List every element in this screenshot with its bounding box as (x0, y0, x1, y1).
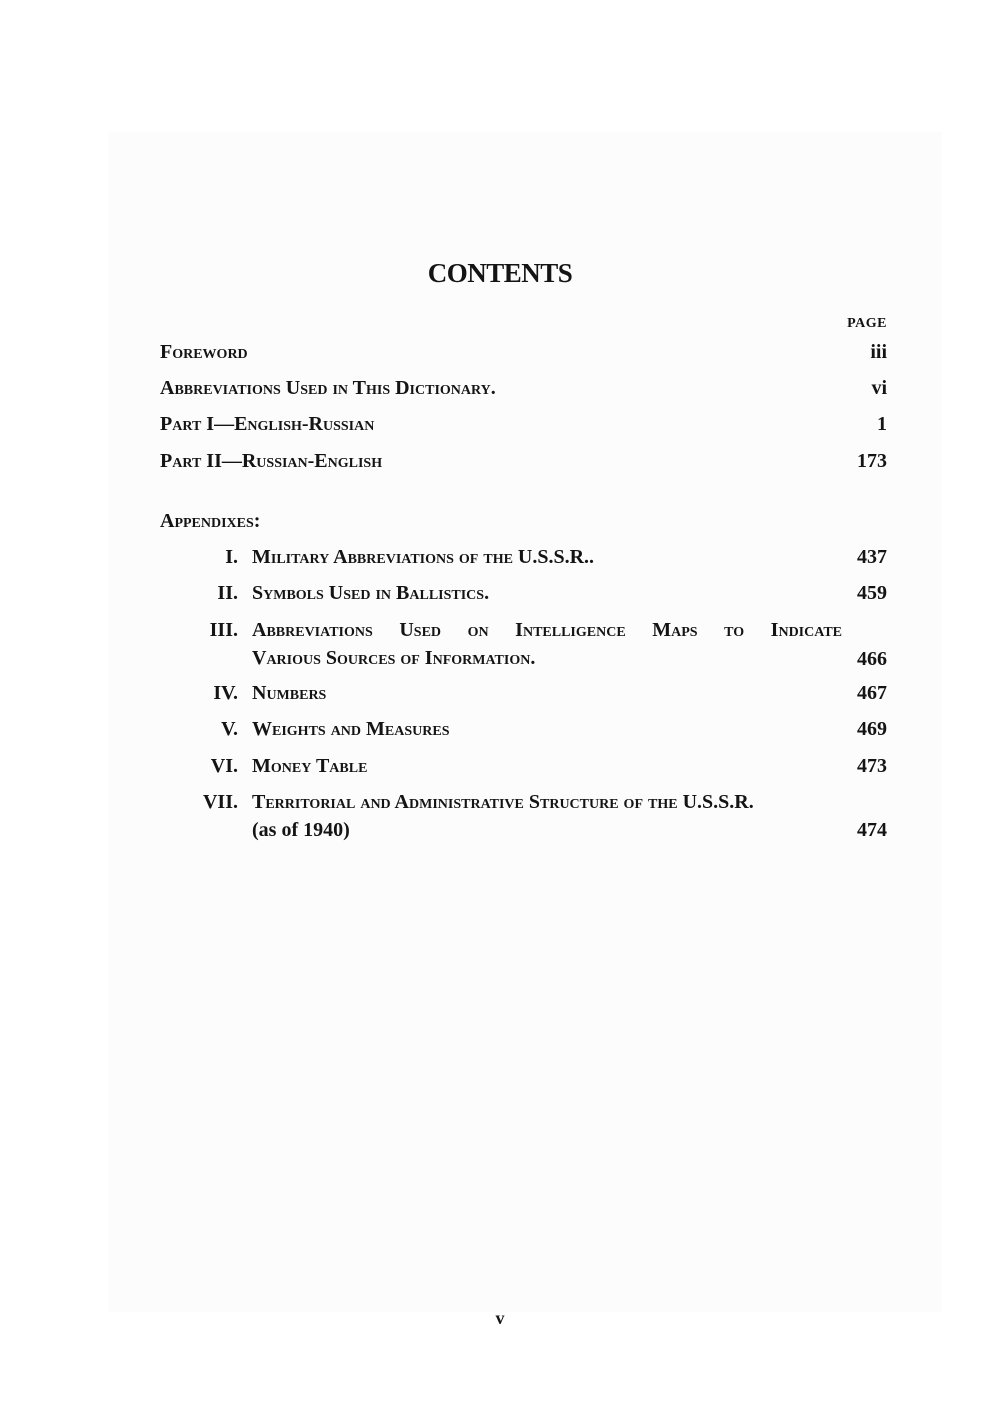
toc-page-part-1: 1 (877, 413, 887, 435)
appendixes-heading: Appendixes: (160, 510, 261, 532)
toc-page-abbreviations: vi (871, 377, 887, 399)
toc-page-part-2: 173 (857, 450, 887, 472)
appendix-page: 466 (857, 648, 887, 670)
appendix-page: 474 (857, 819, 887, 841)
appendix-page: 469 (857, 718, 887, 740)
page-column-heading: PAGE (847, 316, 887, 331)
appendix-numeral: V. (221, 718, 238, 740)
toc-page-foreword: iii (870, 341, 887, 363)
appendix-title: Military Abbreviations of the U.S.S.R.. (252, 546, 595, 568)
appendix-numeral: VII. (202, 791, 238, 813)
appendix-numeral: III. (209, 619, 238, 641)
page-folio: v (495, 1308, 505, 1328)
appendix-title: Money Table (252, 755, 368, 777)
appendix-title-continuation: (as of 1940) (252, 819, 350, 841)
appendix-numeral: I. (225, 546, 238, 568)
toc-entry-abbreviations: Abbreviations Used in This Dictionary. (160, 377, 496, 399)
toc-entry-foreword: Foreword (160, 341, 248, 363)
appendix-page: 459 (857, 582, 887, 604)
appendix-title: Territorial and Administrative Structure of the U.S.S.R. (252, 791, 754, 813)
appendix-title: Weights and Measures (252, 718, 450, 740)
toc-entry-part-2: Part II—Russian-English (160, 450, 383, 472)
appendix-title: Numbers (252, 682, 327, 704)
appendix-page: 467 (857, 682, 887, 704)
appendix-page: 437 (857, 546, 887, 568)
appendix-numeral: VI. (210, 755, 238, 777)
appendix-page: 473 (857, 755, 887, 777)
appendix-title: Symbols Used in Ballistics. (252, 582, 490, 604)
appendix-title: Abbreviations Used on Intelligence Maps to Indicate (252, 619, 842, 641)
toc-entry-part-1: Part I—English-Russian (160, 413, 375, 435)
page-title: CONTENTS (427, 258, 573, 288)
appendix-numeral: IV. (213, 682, 238, 704)
appendix-numeral: II. (217, 582, 238, 604)
appendix-title-continuation: Various Sources of Information. (252, 647, 536, 669)
